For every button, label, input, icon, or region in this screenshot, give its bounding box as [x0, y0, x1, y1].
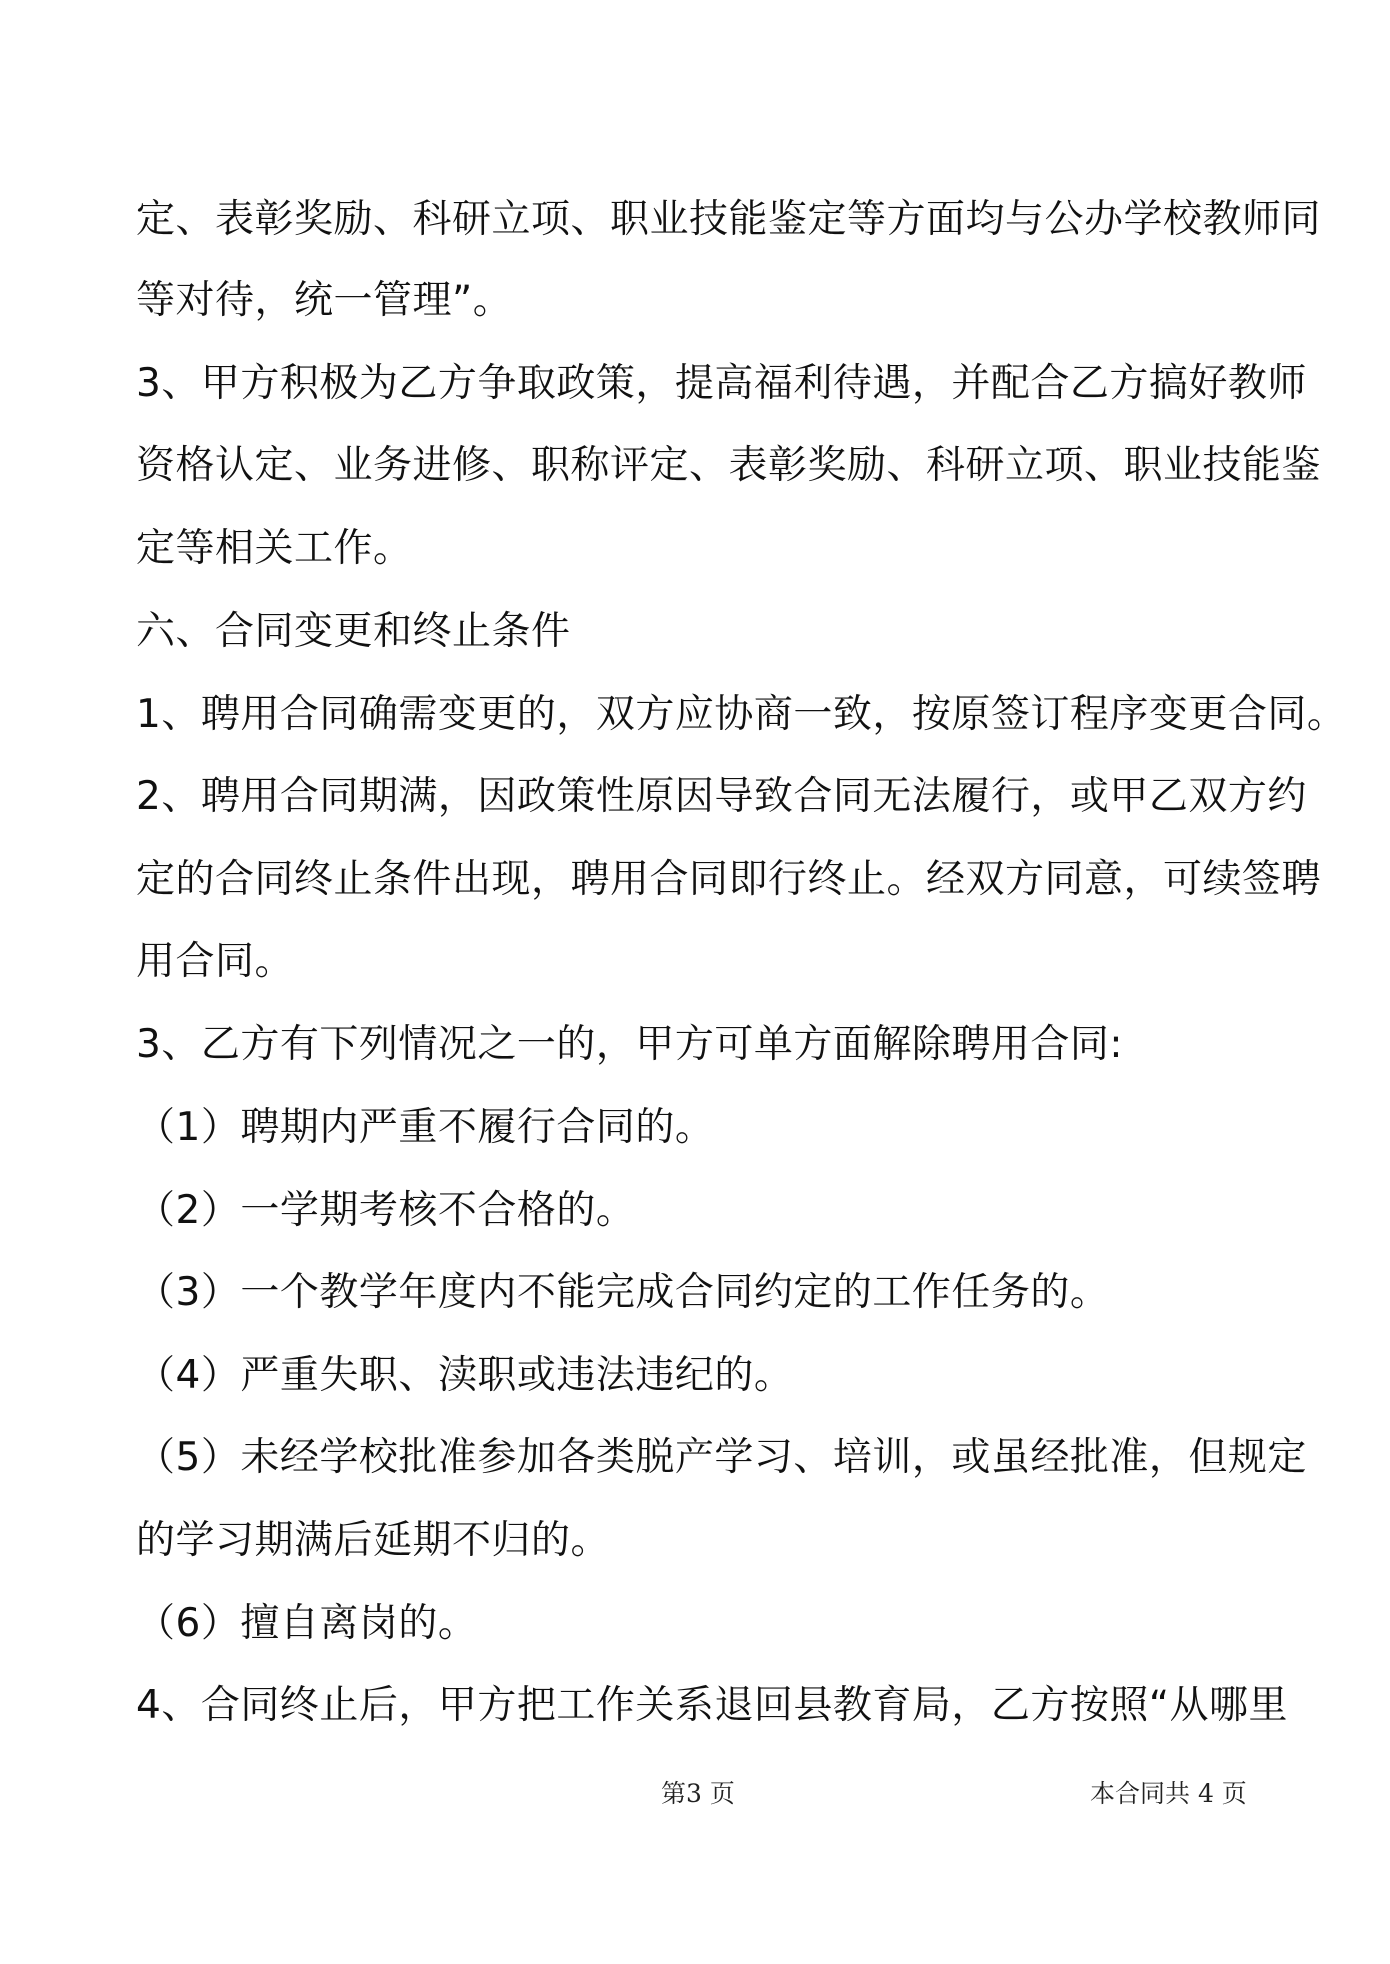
- text-line: 定等相关工作。: [136, 526, 413, 571]
- text-line: 4、合同终止后，甲方把工作关系退回县教育局，乙方按照“从哪里: [136, 1683, 1289, 1728]
- text-line: 1、聘用合同确需变更的，双方应协商一致，按原签订程序变更合同。: [136, 692, 1347, 737]
- text-line: 等对待，统一管理”。: [136, 278, 513, 323]
- text-line: 3、乙方有下列情况之一的，甲方可单方面解除聘用合同:: [136, 1022, 1123, 1067]
- list-item: （4）严重失职、渎职或违法违纪的。: [136, 1353, 794, 1398]
- text-line: 定、表彰奖励、科研立项、职业技能鉴定等方面均与公办学校教师同: [136, 197, 1322, 242]
- list-item: （5）未经学校批准参加各类脱产学习、培训，或虽经批准，但规定: [136, 1435, 1307, 1480]
- text-line: 资格认定、业务进修、职称评定、表彰奖励、科研立项、职业技能鉴: [136, 443, 1322, 488]
- list-item: （6）擅自离岗的。: [136, 1601, 478, 1646]
- section-heading: 六、合同变更和终止条件: [136, 609, 571, 654]
- list-item: （2）一学期考核不合格的。: [136, 1188, 636, 1233]
- text-line: 2、聘用合同期满，因政策性原因导致合同无法履行，或甲乙双方约: [136, 774, 1307, 819]
- page-number: 第3 页: [661, 1779, 735, 1808]
- list-item: （1）聘期内严重不履行合同的。: [136, 1105, 715, 1150]
- text-line: 3、甲方积极为乙方争取政策，提高福利待遇，并配合乙方搞好教师: [136, 361, 1307, 406]
- text-line: 定的合同终止条件出现，聘用合同即行终止。经双方同意，可续签聘: [136, 857, 1322, 902]
- list-item: （3）一个教学年度内不能完成合同约定的工作任务的。: [136, 1270, 1110, 1315]
- text-line: 用合同。: [136, 939, 295, 984]
- text-line: 的学习期满后延期不归的。: [136, 1518, 611, 1563]
- total-pages: 本合同共 4 页: [1090, 1779, 1247, 1808]
